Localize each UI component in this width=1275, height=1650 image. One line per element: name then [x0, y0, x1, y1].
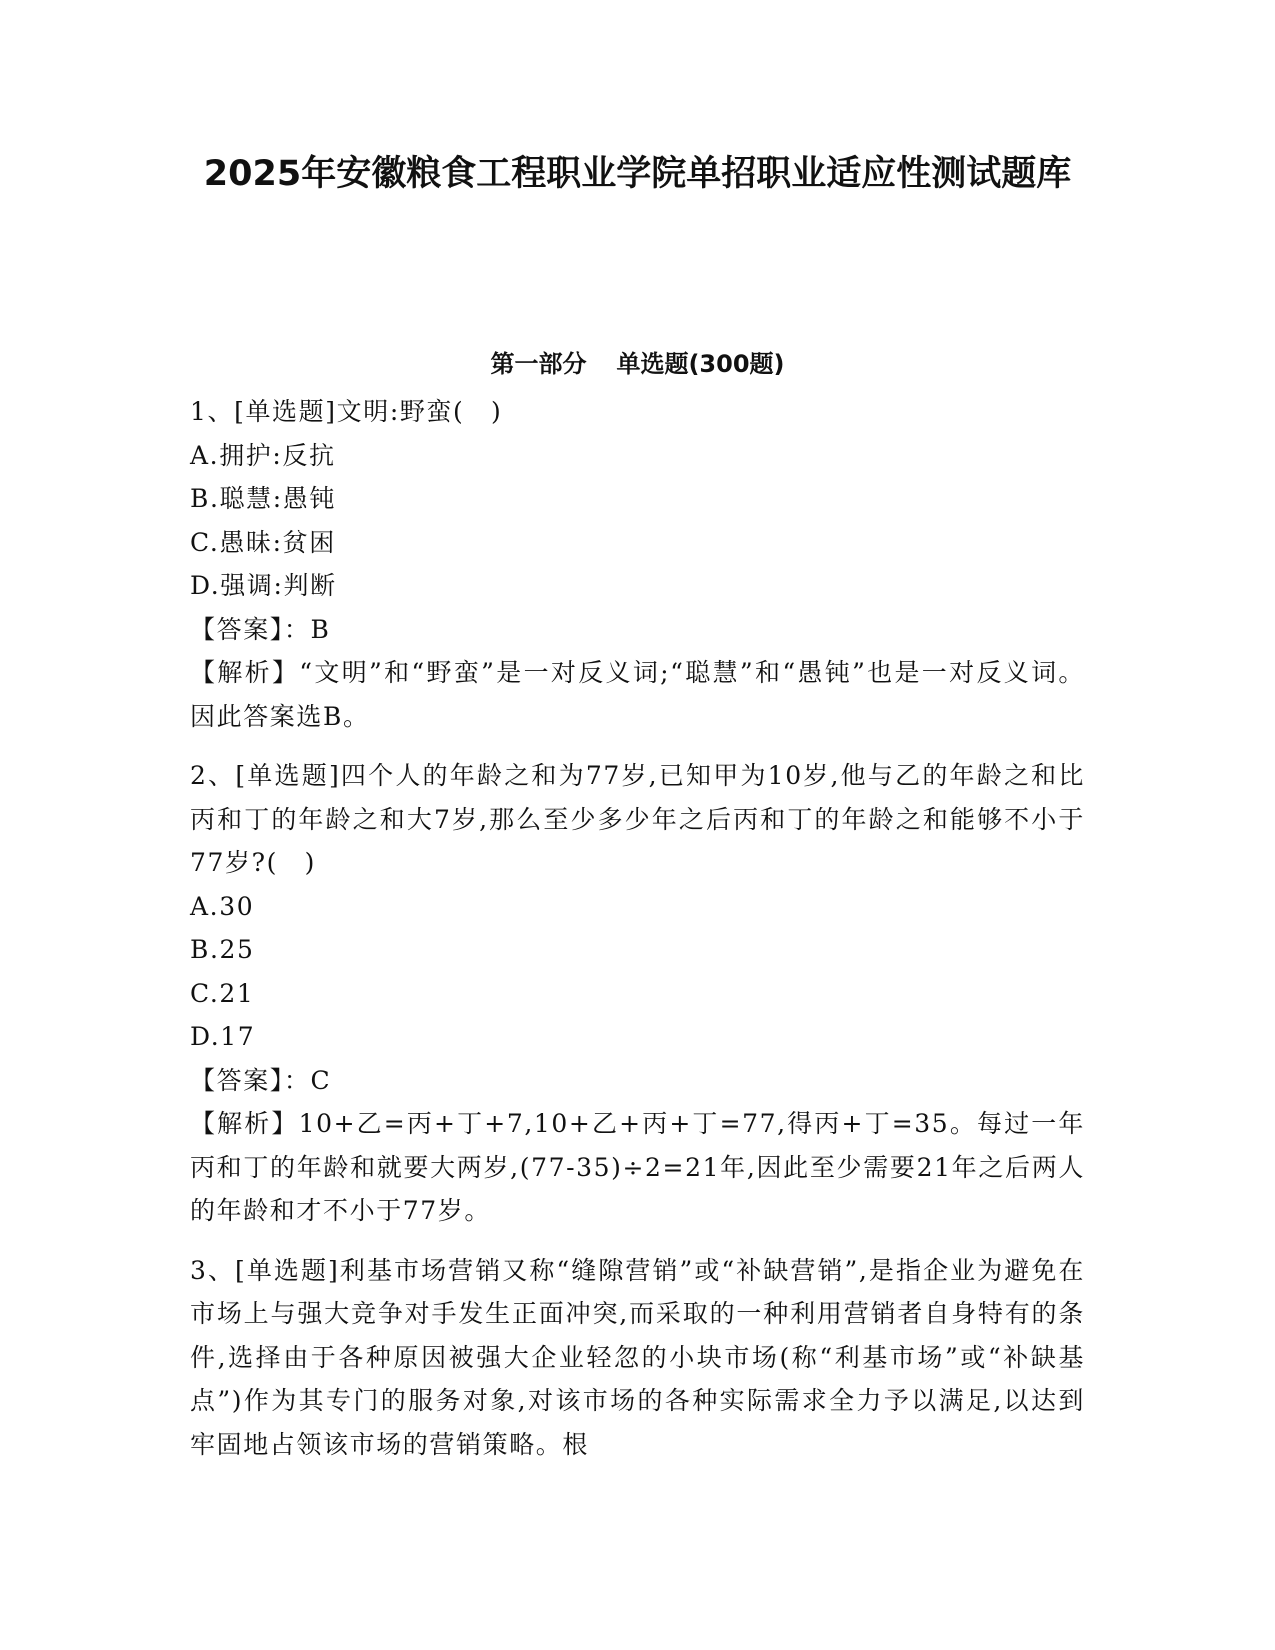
explanation: 【解析】10+乙=丙+丁+7,10+乙+丙+丁=77,得丙+丁=35。每过一年丙和丁的年龄和就要大两岁,(77-35)÷2=21年,因此至少需要21年之后两人的年龄和才不小于77岁。 — [190, 1109, 1085, 1225]
question-1 — [190, 390, 1085, 738]
option-c: C.21 — [190, 978, 255, 1008]
answer: 【答案】：B — [190, 614, 331, 644]
section-name: 单选题(300题) — [616, 350, 785, 378]
option-b: B.聪慧:愚钝 — [190, 484, 336, 513]
question-stem: 3、[单选题]利基市场营销又称“缝隙营销”或“补缺营销”,是指企业为避免在市场上与强大竞争对手发生正面冲突,而采取的一种利用营销者自身特有的条件,选择由于各种原因被强大企业轻忽的小块市场(称“利基市场”或“补缺基点”)作为其专门的服务对象,对该市场的各种实际需求全力予以满足,以达到牢固地占领该市场的营销策略。根 — [190, 1255, 1085, 1459]
question-3 — [190, 1249, 1085, 1467]
option-a: A.30 — [190, 891, 255, 921]
section-part: 第一部分 — [490, 350, 587, 378]
option-d: D.强调:判断 — [190, 571, 337, 600]
question-list — [190, 390, 1085, 1466]
explanation: 【解析】“文明”和“野蛮”是一对反义词;“聪慧”和“愚钝”也是一对反义词。因此答案选B。 — [190, 658, 1085, 731]
question-stem: 2、[单选题]四个人的年龄之和为77岁,已知甲为10岁,他与乙的年龄之和比丙和丁的年龄之和大7岁,那么至少多少年之后丙和丁的年龄之和能够不小于77岁?( ) — [190, 761, 1085, 877]
question-2 — [190, 754, 1085, 1233]
section-heading — [190, 346, 1085, 382]
question-stem: 1、[单选题]文明:野蛮( ) — [190, 397, 503, 426]
document-title: 2025年安徽粮食工程职业学院单招职业适应性测试题库 — [203, 154, 1072, 194]
option-b: B.25 — [190, 935, 255, 964]
option-c: C.愚昧:贫困 — [190, 527, 336, 557]
answer: 【答案】：C — [190, 1065, 332, 1095]
option-a: A.拥护:反抗 — [190, 440, 336, 470]
option-d: D.17 — [190, 1022, 256, 1051]
